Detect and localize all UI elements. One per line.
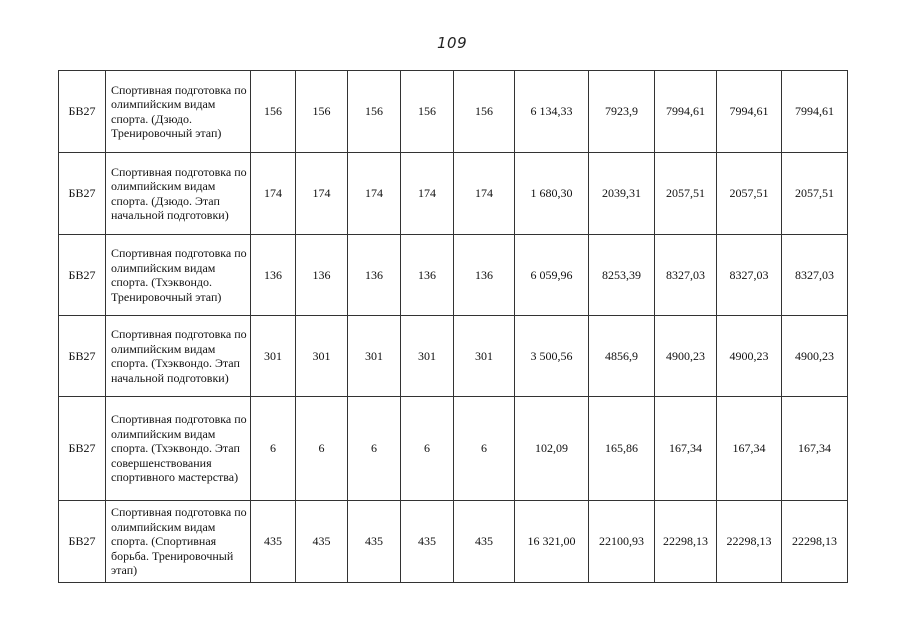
value-cell: 2039,31 (589, 153, 655, 235)
value-cell: 6 059,96 (515, 235, 589, 316)
value-cell: 301 (401, 316, 454, 397)
row-code: БВ27 (59, 501, 106, 583)
table-row (59, 235, 848, 316)
value-cell: 301 (454, 316, 515, 397)
value-cell: 165,86 (589, 397, 655, 501)
value-cell: 301 (348, 316, 401, 397)
row-description: Спортивная подготовка по олимпийским видам спорта. (Дзюдо. Этап начальной подготовки) (106, 153, 251, 235)
value-cell: 435 (348, 501, 401, 583)
value-cell: 7923,9 (589, 71, 655, 153)
table-row (59, 501, 848, 583)
value-cell: 2057,51 (782, 153, 848, 235)
row-code: БВ27 (59, 71, 106, 153)
value-cell: 8327,03 (655, 235, 717, 316)
value-cell: 174 (401, 153, 454, 235)
value-cell: 7994,61 (655, 71, 717, 153)
row-code: БВ27 (59, 235, 106, 316)
data-table (58, 70, 848, 583)
value-cell: 4900,23 (717, 316, 782, 397)
value-cell: 156 (251, 71, 296, 153)
value-cell: 167,34 (717, 397, 782, 501)
value-cell: 6 (251, 397, 296, 501)
value-cell: 6 (454, 397, 515, 501)
row-description: Спортивная подготовка по олимпийским видам спорта. (Тхэквондо. Тренировочный этап) (106, 235, 251, 316)
row-code: БВ27 (59, 316, 106, 397)
row-code: БВ27 (59, 153, 106, 235)
row-description: Спортивная подготовка по олимпийским видам спорта. (Спортивная борьба. Тренировочный этап) (106, 501, 251, 583)
value-cell: 8327,03 (717, 235, 782, 316)
value-cell: 136 (348, 235, 401, 316)
value-cell: 6 (348, 397, 401, 501)
value-cell: 22100,93 (589, 501, 655, 583)
table-row (59, 316, 848, 397)
value-cell: 167,34 (655, 397, 717, 501)
value-cell: 1 680,30 (515, 153, 589, 235)
value-cell: 7994,61 (782, 71, 848, 153)
value-cell: 136 (296, 235, 348, 316)
value-cell: 136 (251, 235, 296, 316)
value-cell: 4900,23 (782, 316, 848, 397)
value-cell: 22298,13 (655, 501, 717, 583)
value-cell: 2057,51 (655, 153, 717, 235)
value-cell: 136 (454, 235, 515, 316)
value-cell: 435 (251, 501, 296, 583)
value-cell: 174 (454, 153, 515, 235)
value-cell: 156 (348, 71, 401, 153)
value-cell: 8327,03 (782, 235, 848, 316)
value-cell: 3 500,56 (515, 316, 589, 397)
table-row (59, 153, 848, 235)
value-cell: 2057,51 (717, 153, 782, 235)
value-cell: 174 (251, 153, 296, 235)
value-cell: 16 321,00 (515, 501, 589, 583)
value-cell: 136 (401, 235, 454, 316)
value-cell: 22298,13 (782, 501, 848, 583)
row-description: Спортивная подготовка по олимпийским видам спорта. (Тхэквондо. Этап совершенствования спортивного мастерства) (106, 397, 251, 501)
value-cell: 22298,13 (717, 501, 782, 583)
value-cell: 7994,61 (717, 71, 782, 153)
row-code: БВ27 (59, 397, 106, 501)
value-cell: 156 (401, 71, 454, 153)
value-cell: 167,34 (782, 397, 848, 501)
value-cell: 102,09 (515, 397, 589, 501)
table-row (59, 397, 848, 501)
value-cell: 435 (296, 501, 348, 583)
row-description: Спортивная подготовка по олимпийским видам спорта. (Дзюдо. Тренировочный этап) (106, 71, 251, 153)
value-cell: 156 (454, 71, 515, 153)
value-cell: 6 134,33 (515, 71, 589, 153)
value-cell: 8253,39 (589, 235, 655, 316)
page-number: 109 (437, 34, 468, 52)
row-description: Спортивная подготовка по олимпийским видам спорта. (Тхэквондо. Этап начальной подготовки) (106, 316, 251, 397)
value-cell: 435 (454, 501, 515, 583)
value-cell: 435 (401, 501, 454, 583)
table-row (59, 71, 848, 153)
value-cell: 156 (296, 71, 348, 153)
value-cell: 301 (296, 316, 348, 397)
value-cell: 174 (296, 153, 348, 235)
value-cell: 4856,9 (589, 316, 655, 397)
value-cell: 4900,23 (655, 316, 717, 397)
value-cell: 6 (401, 397, 454, 501)
value-cell: 174 (348, 153, 401, 235)
value-cell: 6 (296, 397, 348, 501)
value-cell: 301 (251, 316, 296, 397)
